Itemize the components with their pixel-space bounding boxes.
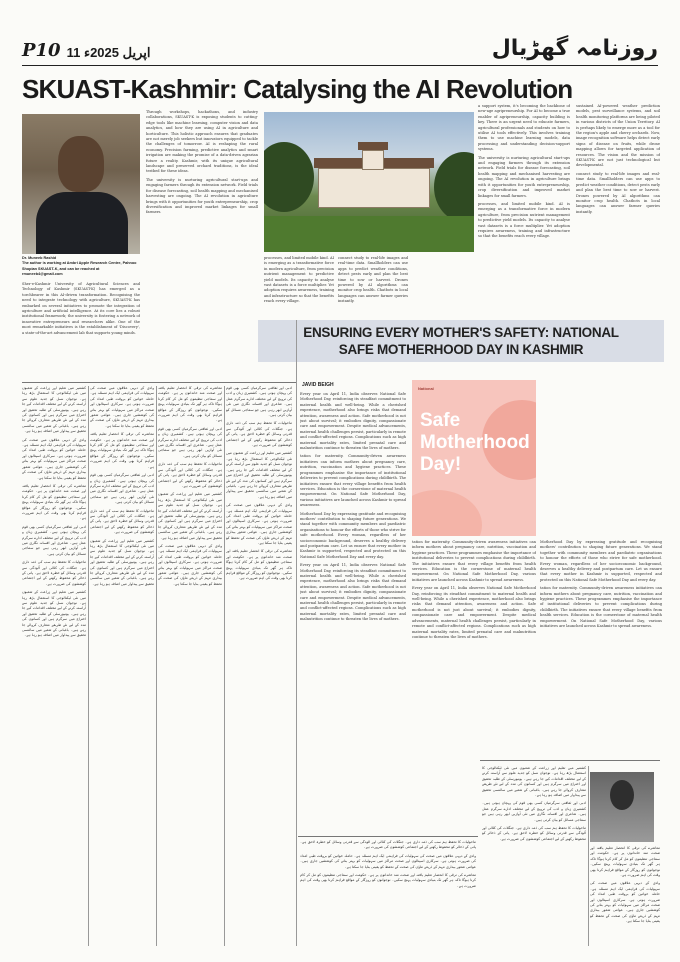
- article-paragraph: processes, and limited mobile kind. AI is emerging as a transformative force in modern agriculture, from precision nutrient management to predictive yield models. Its capacity to analyse vast datasets is a force multiplier. Yet adoption requires awareness, training and infrastructure so that the benefits reach every village.: [478, 201, 570, 239]
- urdu-paragraph: معاشرے کی ترقی کا انحصار تعلیم یافتہ اور صحت مند خاندانوں پر ہے۔ حکومت اور سماجی تنظیموں کو مل کر کام کرنا ہوگا تاکہ ہر گھر تک بنیادی سہولیات پہنچ سکیں۔ نوجوانوں کو روزگار کے مواقع فراہم کرنا بھی وقت کی اہم ضرورت ہے۔: [158, 386, 222, 423]
- article-paragraph: Motherhood Day by expressing gratitude and recognising mothers' contribution to shaping future generations. We stand together with community members and paediatric organisations to honour the efforts of those who strive for safe motherhood. Every woman, regardless of her socioeconomic background, deserves a healthy delivery and postpartum care. Let us ensure that every mother in Kashmir is supported, respected and protected on this National Safe Motherhood Day and every day.: [300, 511, 406, 559]
- urdu-paragraph: کشمیر میں تعلیم اور زراعت کے شعبوں میں نئی ٹیکنالوجی کا استعمال بڑھ رہا ہے۔ نوجوان نسل کو جدید علوم سے آراستہ کرنے کے لیے مختلف اقدامات کیے جا رہے ہیں۔ یونیورسٹی کے طلبہ تحقیق اور اختراع میں سرگرم ہیں اور کسانوں کی مدد کے لیے نئے طریقے متعارف کروائے جا رہے ہیں۔ باغبانی کے شعبے میں سائنسی تحقیق سے پیداوار میں اضافہ ہو رہا ہے۔: [226, 451, 292, 499]
- urdu-paragraph: معاشرے کی ترقی کا انحصار تعلیم یافتہ اور صحت مند خاندانوں پر ہے۔ حکومت اور سماجی تنظیموں کو مل کر کام کرنا ہوگا تاکہ ہر گھر تک بنیادی سہولیات پہنچ سکیں۔ نوجوانوں کو روزگار کے مواقع فراہم کرنا بھی وقت کی اہم ضرورت ہے۔: [90, 432, 154, 469]
- article-paragraph: sustained AI-powered weather prediction models, pest surveillance systems, and soil health monitoring platforms are being piloted in various districts of the Union Territory. AI is perhaps likely to emerge more as a tool for the region's apple and cherry orchards. Now, image recognition software helps detect early signs of disease on fruits, while drone mapping allows for targeted application of resources. The vision and the mission of SKUAST-K are not just technological but developmental.: [576, 104, 660, 168]
- urdu-paragraph: وادی کے دیہی علاقوں میں صحت کی سہولیات کی فراہمی ایک اہم مسئلہ ہے۔ حاملہ خواتین کو بروقت طبی امداد کی ضرورت ہوتی ہے۔ سرکاری اسپتالوں اور صحت مراکز میں سہولیات کو بہتر بنانے کی کوششیں جاری ہیں۔ عوامی شعور بیداری مہم کے ذریعے ماؤں کی صحت کے تحفظ کو یقینی بنایا جا سکتا ہے۔: [90, 386, 154, 428]
- urdu-paragraph: ماحولیات کا تحفظ ہم سب کی ذمہ داری ہے۔ جنگلات کی کٹائی اور آلودگی سے قدرتی وسائل کو خطرہ لاحق ہے۔ پانی کے ذخائر کو محفوظ رکھنے کے لیے اجتماعی کوششوں کی ضرورت ہے۔: [300, 840, 476, 850]
- photo-building: [318, 168, 430, 208]
- author-photo: [22, 114, 140, 254]
- main-headline: SKUAST-Kashmir: Catalysing the AI Revolution: [22, 74, 573, 104]
- poster-brand: National: [418, 386, 434, 391]
- urdu-paragraph: وادی کے دیہی علاقوں میں صحت کی سہولیات کی فراہمی ایک اہم مسئلہ ہے۔ حاملہ خواتین کو بروقت طبی امداد کی ضرورت ہوتی ہے۔ سرکاری اسپتالوں اور صحت مراکز میں سہولیات کو بہتر بنانے کی کوششیں جاری ہیں۔ عوامی شعور بیداری مہم کے ذریعے ماؤں کی صحت کے تحفظ کو یقینی بنایا جا سکتا ہے۔: [226, 503, 292, 545]
- photo-tower: [362, 150, 384, 170]
- article-paragraph: Through workshops, hackathons, and industry collaborations, SKUAST-K is exposing students to cutting-edge tools like machine learning, computer vision and data analytics, and how they are using AI in agriculture and horticulture. This holistic approach ensures that graduates are not merely job seekers but innovators equipped to tackle the challenges of tomorrow. AI is reshaping the rural economy. Precision farming, predictive analytics and smart irrigation are making the promise of a data-driven agrarian future a reality. Kashmir, with its unique agricultural landscape and preserved orchard traditions, is the ideal testbed for these ideas.: [146, 110, 258, 174]
- article-paragraph: tation for maternity. Community-driven awareness initiatives can inform mothers about pregnancy care, nutrition, vaccination and hygiene practices. These programmes emphasise the importance of institutional deliveries to prevent complications during childbirth. The initiatives ensure that every village benefits from health services. Education is the cornerstone of maternal health empowerment. On National Safe Motherhood Day, various initiatives are launched across Kashmir to spread awareness.: [300, 454, 406, 508]
- column-rule: [588, 766, 589, 946]
- article-paragraph: The university is nurturing agricultural start-ups and engaging farmers through its extension network. Field trials for disease forecasting, soil health mapping and mechanised harvesting are ongoing. The AI revolution in agriculture brings with it opportunities for youth entrepreneurship, crop diversification and improved market linkages for small farmers.: [146, 177, 258, 215]
- poster-title-line1: Safe: [420, 410, 461, 431]
- section-rule: [480, 760, 660, 761]
- section-rule: [298, 836, 478, 837]
- section-rule: [22, 382, 296, 383]
- article-paragraph: connect study to real-life images and real-time data. Smallholders can use apps to predict weather conditions, detect pests early and plan the best time to sow or harvest. Drones powered by AI algorithms can monitor crop health. Chatbots in local languages can answer farmer queries instantly.: [576, 171, 660, 214]
- urdu-paragraph: معاشرے کی ترقی کا انحصار تعلیم یافتہ اور صحت مند خاندانوں پر ہے۔ حکومت اور سماجی تنظیموں کو مل کر کام کرنا ہوگا تاکہ ہر گھر تک بنیادی سہولیات پہنچ سکیں۔ نوجوانوں کو روزگار کے مواقع فراہم کرنا بھی وقت کی اہم ضرورت ہے۔: [226, 549, 292, 581]
- urdu-paragraph: ماحولیات کا تحفظ ہم سب کی ذمہ داری ہے۔ جنگلات کی کٹائی اور آلودگی سے قدرتی وسائل کو خطرہ لاحق ہے۔ پانی کے ذخائر کو محفوظ رکھنے کے لیے اجتماعی کوششوں کی ضرورت ہے۔: [226, 421, 292, 448]
- poster-shape: [412, 490, 482, 536]
- column-rule: [296, 320, 297, 946]
- photo-tree: [264, 142, 314, 212]
- masthead-left: [22, 40, 150, 61]
- newspaper-name: روزنامہ گھڑیال: [491, 36, 658, 61]
- article-paragraph: tation for maternity. Community-driven awareness initiatives can inform mothers about pregnancy care, nutrition, vaccination and hygiene practices. These programmes emphasise the importance of institutional deliveries to prevent complications during childbirth. The initiatives ensure that every village benefits from health services. Education is the cornerstone of maternal health empowerment. On National Safe Motherhood Day, various initiatives are launched across Kashmir to spread awareness.: [412, 540, 536, 582]
- urdu-paragraph: وادی کے دیہی علاقوں میں صحت کی سہولیات کی فراہمی ایک اہم مسئلہ ہے۔ حاملہ خواتین کو بروقت طبی امداد کی ضرورت ہوتی ہے۔ سرکاری اسپتالوں اور صحت مراکز میں سہولیات کو بہتر بنانے کی کوششیں جاری ہیں۔ عوامی شعور بیداری مہم کے ذریعے ماؤں کی صحت کے تحفظ کو یقینی بنایا جا سکتا ہے۔: [300, 853, 476, 869]
- safe-motherhood-poster: [412, 380, 536, 536]
- article-column-1: [22, 282, 140, 382]
- urdu-paragraph: کشمیر میں تعلیم اور زراعت کے شعبوں میں نئی ٹیکنالوجی کا استعمال بڑھ رہا ہے۔ نوجوان نسل کو جدید علوم سے آراستہ کرنے کے لیے مختلف اقدامات کیے جا رہے ہیں۔ یونیورسٹی کے طلبہ تحقیق اور اختراع میں سرگرم ہیں اور کسانوں کی مدد کے لیے نئے طریقے متعارف کروائے جا رہے ہیں۔ باغبانی کے شعبے میں سائنسی تحقیق سے پیداوار میں اضافہ ہو رہا ہے۔: [90, 538, 154, 586]
- article-column-5: [478, 104, 570, 316]
- article-paragraph: Motherhood Day by expressing gratitude and recognising mothers' contribution to shaping future generations. We stand together with community members and paediatric organisations to honour the efforts of those who strive for safe motherhood. Every woman, regardless of her socioeconomic background, deserves a healthy delivery and postpartum care. Let us ensure that every mother in Kashmir is supported, respected and protected on this National Safe Motherhood Day and every day.: [540, 540, 662, 582]
- article-column-6: [576, 104, 660, 316]
- urdu-author-photo-head: [610, 780, 634, 810]
- urdu-author-photo: [590, 772, 654, 842]
- column-rule: [224, 386, 225, 946]
- urdu-column-1: [22, 386, 86, 946]
- urdu-paragraph: کشمیر میں تعلیم اور زراعت کے شعبوں میں نئی ٹیکنالوجی کا استعمال بڑھ رہا ہے۔ نوجوان نسل کو جدید علوم سے آراستہ کرنے کے لیے مختلف اقدامات کیے جا رہے ہیں۔ یونیورسٹی کے طلبہ تحقیق اور اختراع میں سرگرم ہیں اور کسانوں کی مدد کے لیے نئے طریقے متعارف کروائے جا رہے ہیں۔ باغبانی کے شعبے میں سائنسی تحقیق سے پیداوار میں اضافہ ہو رہا ہے۔: [158, 492, 222, 540]
- article-column-4: [338, 256, 408, 316]
- secondary-headline-line2: SAFE MOTHERHOOD DAY IN KASHMIR: [338, 342, 584, 357]
- urdu-column-3: [158, 386, 222, 946]
- article-paragraph: Every year on April 11, India observes National Safe Motherhood Day, reinforcing its steadfast commitment to maternal health and well-being. While a cherished experience, motherhood also brings risks that demand attention, awareness and action. Safe motherhood is not just about survival; it embodies dignity, compassionate care and empowerment. Despite medical advancements, maternal health challenges persist, particularly in remote and conflict-affected regions. Complications such as high maternal mortality rates, limited prenatal care and malnutrition continue to threaten the lives of mothers.: [412, 586, 536, 639]
- urdu-paragraph: ماحولیات کا تحفظ ہم سب کی ذمہ داری ہے۔ جنگلات کی کٹائی اور آلودگی سے قدرتی وسائل کو خطرہ لاحق ہے۔ پانی کے ذخائر کو محفوظ رکھنے کے لیے اجتماعی کوششوں کی ضرورت ہے۔: [482, 826, 586, 841]
- page-number: P10: [22, 40, 61, 61]
- masthead: [22, 28, 658, 66]
- issue-date: 11 اپریل 2025ء: [66, 45, 151, 60]
- urdu-paragraph: معاشرے کی ترقی کا انحصار تعلیم یافتہ اور صحت مند خاندانوں پر ہے۔ حکومت اور سماجی تنظیموں کو مل کر کام کرنا ہوگا تاکہ ہر گھر تک بنیادی سہولیات پہنچ سکیں۔ نوجوانوں کو روزگار کے مواقع فراہم کرنا بھی وقت کی اہم ضرورت ہے۔: [590, 846, 660, 878]
- urdu-paragraph: کشمیر میں تعلیم اور زراعت کے شعبوں میں نئی ٹیکنالوجی کا استعمال بڑھ رہا ہے۔ نوجوان نسل کو جدید علوم سے آراستہ کرنے کے لیے مختلف اقدامات کیے جا رہے ہیں۔ یونیورسٹی کے طلبہ تحقیق اور اختراع میں سرگرم ہیں اور کسانوں کی مدد کے لیے نئے طریقے متعارف کروائے جا رہے ہیں۔ باغبانی کے شعبے میں سائنسی تحقیق سے پیداوار میں اضافہ ہو رہا ہے۔: [482, 766, 586, 798]
- byline: JAVID BEIGH: [302, 382, 334, 388]
- poster-title-line2: Motherhood: [420, 432, 530, 453]
- urdu-paragraph: ادبی اور ثقافتی سرگرمیاں کسی بھی قوم کی پہچان ہوتی ہیں۔ کشمیری زبان و ادب کی ترویج کے لیے مختلف ادارے سرگرم عمل ہیں۔ شاعری اور افسانہ نگاری میں نئی آوازیں ابھر رہی ہیں جو سماجی مسائل کو بیان کرتی ہیں۔: [90, 473, 154, 505]
- urdu-paragraph: معاشرے کی ترقی کا انحصار تعلیم یافتہ اور صحت مند خاندانوں پر ہے۔ حکومت اور سماجی تنظیموں کو مل کر کام کرنا ہوگا تاکہ ہر گھر تک بنیادی سہولیات پہنچ سکیں۔ نوجوانوں کو روزگار کے مواقع فراہم کرنا بھی وقت کی اہم ضرورت ہے۔: [300, 873, 476, 888]
- urdu-paragraph: ادبی اور ثقافتی سرگرمیاں کسی بھی قوم کی پہچان ہوتی ہیں۔ کشمیری زبان و ادب کی ترویج کے لیے مختلف ادارے سرگرم عمل ہیں۔ شاعری اور افسانہ نگاری میں نئی آوازیں ابھر رہی ہیں جو سماجی مسائل کو بیان کرتی ہیں۔: [158, 426, 222, 458]
- campus-photo: [264, 112, 474, 252]
- urdu-paragraph: کشمیر میں تعلیم اور زراعت کے شعبوں میں نئی ٹیکنالوجی کا استعمال بڑھ رہا ہے۔ نوجوان نسل کو جدید علوم سے آراستہ کرنے کے لیے مختلف اقدامات کیے جا رہے ہیں۔ یونیورسٹی کے طلبہ تحقیق اور اختراع میں سرگرم ہیں اور کسانوں کی مدد کے لیے نئے طریقے متعارف کروائے جا رہے ہیں۔ باغبانی کے شعبے میں سائنسی تحقیق سے پیداوار میں اضافہ ہو رہا ہے۔: [22, 590, 86, 638]
- urdu-paragraph: ادبی اور ثقافتی سرگرمیاں کسی بھی قوم کی پہچان ہوتی ہیں۔ کشمیری زبان و ادب کی ترویج کے لیے مختلف ادارے سرگرم عمل ہیں۔ شاعری اور افسانہ نگاری میں نئی آوازیں ابھر رہی ہیں جو سماجی مسائل کو بیان کرتی ہیں۔: [22, 524, 86, 556]
- article-column-3: [264, 256, 334, 316]
- article-paragraph: a support system, it's becoming the backbone of new-age agripreneurship. For AI to become a true enabler of agripreneurship, capacity building is key. There is an urgent need to educate farmers, agricultural professionals and students on how to utilise AI tools effectively. This involves training them to use machine learning models, data processing and understanding decision-support systems.: [478, 104, 570, 152]
- article-paragraph: connect study to real-life images and real-time data. Smallholders can use apps to predict weather conditions, detect pests early and plan the best time to sow or harvest. Drones powered by AI algorithms can monitor crop health. Chatbots in local languages can answer farmer queries instantly.: [338, 256, 408, 304]
- secondary-headline-line1: ENSURING EVERY MOTHER'S SAFETY: NATIONAL: [303, 325, 619, 340]
- urdu-column-2: [90, 386, 154, 946]
- urdu-paragraph: ماحولیات کا تحفظ ہم سب کی ذمہ داری ہے۔ جنگلات کی کٹائی اور آلودگی سے قدرتی وسائل کو خطرہ لاحق ہے۔ پانی کے ذخائر کو محفوظ رکھنے کے لیے اجتماعی کوششوں کی ضرورت ہے۔: [90, 508, 154, 535]
- urdu-paragraph: وادی کے دیہی علاقوں میں صحت کی سہولیات کی فراہمی ایک اہم مسئلہ ہے۔ حاملہ خواتین کو بروقت طبی امداد کی ضرورت ہوتی ہے۔ سرکاری اسپتالوں اور صحت مراکز میں سہولیات کو بہتر بنانے کی کوششیں جاری ہیں۔ عوامی شعور بیداری مہم کے ذریعے ماؤں کی صحت کے تحفظ کو یقینی بنایا جا سکتا ہے۔: [22, 437, 86, 480]
- article-paragraph: processes, and limited mobile kind. AI is emerging as a transformative force in modern agriculture, from precision nutrient management to predictive yield models. Its capacity to analyse vast datasets is a force multiplier. Yet adoption requires awareness, training and infrastructure so that the benefits reach every village.: [264, 256, 334, 304]
- urdu-column-6: [482, 766, 586, 946]
- article-paragraph: Every year on April 11, India observes National Safe Motherhood Day, reinforcing its steadfast commitment to maternal health and well-being. While a cherished experience, motherhood also brings risks that demand attention, awareness and action. Safe motherhood is not just about survival; it embodies dignity, compassionate care and empowerment. Despite medical advancements, maternal health challenges persist, particularly in remote and conflict-affected regions. Complications such as high maternal mortality rates, limited prenatal care and malnutrition continue to threaten the lives of mothers.: [300, 392, 406, 451]
- urdu-paragraph: ماحولیات کا تحفظ ہم سب کی ذمہ داری ہے۔ جنگلات کی کٹائی اور آلودگی سے قدرتی وسائل کو خطرہ لاحق ہے۔ پانی کے ذخائر کو محفوظ رکھنے کے لیے اجتماعی کوششوں کی ضرورت ہے۔: [22, 560, 86, 586]
- author-photo-shirt: [36, 192, 128, 254]
- column-rule: [156, 386, 157, 946]
- column-rule: [88, 386, 89, 946]
- urdu-paragraph: وادی کے دیہی علاقوں میں صحت کی سہولیات کی فراہمی ایک اہم مسئلہ ہے۔ حاملہ خواتین کو بروقت طبی امداد کی ضرورت ہوتی ہے۔ سرکاری اسپتالوں اور صحت مراکز میں سہولیات کو بہتر بنانے کی کوششیں جاری ہیں۔ عوامی شعور بیداری مہم کے ذریعے ماؤں کی صحت کے تحفظ کو یقینی بنایا جا سکتا ہے۔: [158, 543, 222, 586]
- urdu-column-7: [590, 846, 660, 946]
- urdu-paragraph: معاشرے کی ترقی کا انحصار تعلیم یافتہ اور صحت مند خاندانوں پر ہے۔ حکومت اور سماجی تنظیموں کو مل کر کام کرنا ہوگا تاکہ ہر گھر تک بنیادی سہولیات پہنچ سکیں۔ نوجوانوں کو روزگار کے مواقع فراہم کرنا بھی وقت کی اہم ضرورت ہے۔: [22, 483, 86, 521]
- urdu-column-4: [226, 386, 292, 946]
- photo-lawn: [264, 216, 474, 252]
- article-column-2: [146, 110, 258, 316]
- urdu-column-5: [300, 840, 476, 946]
- article-paragraph: Sher-e-Kashmir University of Agricultural Sciences and Technology of Kashmir (SKUAST-K) has emerged as a torchbearer in this AI-driven transformation. Recognising the need to integrate technology with agriculture, SKUAST-K has embarked on several initiatives to promote the integration of agriculture and artificial intelligence. At its core lies a robust institutional framework; the university is fostering a network of innovative entrepreneurs and researchers alike. One of the most remarkable initiatives is the establishment of 'Discovery', a state-of-the-art advancement lab that supports young minds.: [22, 282, 140, 335]
- article-paragraph: The university is nurturing agricultural start-ups and engaging farmers through its extension network. Field trials for disease forecasting, soil health mapping and mechanised harvesting are ongoing. The AI revolution in agriculture brings with it opportunities for youth entrepreneurship, crop diversification and improved market linkages for small farmers.: [478, 155, 570, 198]
- article-paragraph: Every year on April 11, India observes National Safe Motherhood Day, reinforcing its steadfast commitment to maternal health and well-being. While a cherished experience, motherhood also brings risks that demand attention, awareness and action. Safe motherhood is not just about survival; it embodies dignity, compassionate care and empowerment. Despite medical advancements, maternal health challenges persist, particularly in remote and conflict-affected regions. Complications such as high maternal mortality rates, limited prenatal care and malnutrition continue to threaten the lives of mothers.: [300, 563, 406, 622]
- author-caption: Dr. Muneeb Rashid The author is working at Ambri Apple Research Centre, Pahnoo Shopian SKUAST-K, and can be reached at rmuneeb4@gmail.com: [22, 256, 137, 277]
- urdu-paragraph: ماحولیات کا تحفظ ہم سب کی ذمہ داری ہے۔ جنگلات کی کٹائی اور آلودگی سے قدرتی وسائل کو خطرہ لاحق ہے۔ پانی کے ذخائر کو محفوظ رکھنے کے لیے اجتماعی کوششوں کی ضرورت ہے۔: [158, 462, 222, 488]
- secondary-headline-banner: [258, 320, 664, 362]
- author-photo-head: [58, 136, 104, 192]
- photo-tree: [434, 152, 474, 222]
- urdu-paragraph: ادبی اور ثقافتی سرگرمیاں کسی بھی قوم کی پہچان ہوتی ہیں۔ کشمیری زبان و ادب کی ترویج کے لیے مختلف ادارے سرگرم عمل ہیں۔ شاعری اور افسانہ نگاری میں نئی آوازیں ابھر رہی ہیں جو سماجی مسائل کو بیان کرتی ہیں۔: [482, 801, 586, 822]
- urdu-paragraph: کشمیر میں تعلیم اور زراعت کے شعبوں میں نئی ٹیکنالوجی کا استعمال بڑھ رہا ہے۔ نوجوان نسل کو جدید علوم سے آراستہ کرنے کے لیے مختلف اقدامات کیے جا رہے ہیں۔ یونیورسٹی کے طلبہ تحقیق اور اختراع میں سرگرم ہیں اور کسانوں کی مدد کے لیے نئے طریقے متعارف کروائے جا رہے ہیں۔ باغبانی کے شعبے میں سائنسی تحقیق سے پیداوار میں اضافہ ہو رہا ہے۔: [22, 386, 86, 434]
- photo-tower-roof: [358, 142, 388, 150]
- secondary-column-1: [300, 392, 406, 832]
- poster-title-line3: Day!: [420, 454, 462, 475]
- urdu-paragraph: ادبی اور ثقافتی سرگرمیاں کسی بھی قوم کی پہچان ہوتی ہیں۔ کشمیری زبان و ادب کی ترویج کے لیے مختلف ادارے سرگرم عمل ہیں۔ شاعری اور افسانہ نگاری میں نئی آوازیں ابھر رہی ہیں جو سماجی مسائل کو بیان کرتی ہیں۔: [226, 386, 292, 418]
- article-paragraph: tation for maternity. Community-driven awareness initiatives can inform mothers about pregnancy care, nutrition, vaccination and hygiene practices. These programmes emphasise the importance of institutional deliveries to prevent complications during childbirth. The initiatives ensure that every village benefits from health services. Education is the cornerstone of maternal health empowerment. On National Safe Motherhood Day, various initiatives are launched across Kashmir to spread awareness.: [540, 586, 662, 629]
- urdu-paragraph: وادی کے دیہی علاقوں میں صحت کی سہولیات کی فراہمی ایک اہم مسئلہ ہے۔ حاملہ خواتین کو بروقت طبی امداد کی ضرورت ہوتی ہے۔ سرکاری اسپتالوں اور صحت مراکز میں سہولیات کو بہتر بنانے کی کوششیں جاری ہیں۔ عوامی شعور بیداری مہم کے ذریعے ماؤں کی صحت کے تحفظ کو یقینی بنایا جا سکتا ہے۔: [590, 881, 660, 924]
- secondary-column-3: [540, 540, 662, 754]
